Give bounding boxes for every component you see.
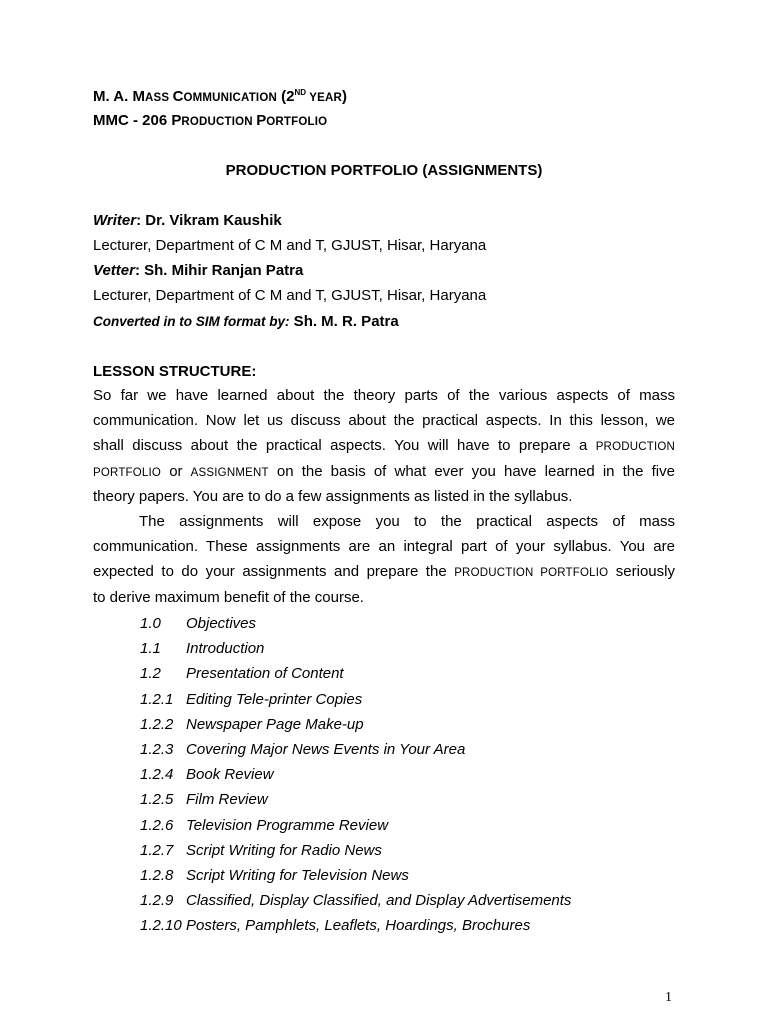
course-title-part: YEAR: [306, 92, 343, 104]
text-run-smallcaps: PRODUCTION: [595, 441, 675, 454]
contents-item-title: Covering Major News Events in Your Area: [186, 741, 466, 758]
ordinal-superscript: ND: [294, 88, 307, 97]
contents-item-title: Script Writing for Television News: [186, 867, 409, 884]
text-run: shall discuss about the practical aspects. You will have to prepare a: [93, 437, 596, 455]
text-run: on the basis of what ever you have learned in the five: [268, 462, 675, 480]
contents-item-title: Classified, Display Classified, and Display Advertisements: [186, 892, 572, 910]
paper-title-part: RODUCTION: [181, 116, 257, 128]
text-run-smallcaps: PRODUCTION PORTFOLIO: [454, 567, 609, 580]
writer-label: Writer: [93, 212, 137, 229]
contents-item-number: 1.2.8: [140, 867, 174, 884]
lesson-structure-heading: LESSON STRUCTURE:: [93, 363, 257, 380]
contents-item-number: 1.2: [140, 665, 161, 683]
text-run-smallcaps: PORTFOLIO: [93, 466, 162, 479]
text-run: expected to do your assignments and prepare the: [93, 563, 455, 581]
converted-label: Converted in to SIM format by:: [93, 314, 290, 329]
contents-item: [140, 691, 362, 709]
paper-code: MMC - 206: [93, 112, 172, 129]
contents-item-number: 1.1: [140, 640, 161, 658]
contents-item-number: 1.2.2: [140, 715, 174, 733]
paragraph-line: [93, 433, 675, 458]
paper-title-part: ORTFOLIO: [266, 116, 328, 128]
course-title-part: M. A. M: [93, 88, 145, 105]
contents-item-number: 1.0: [140, 615, 161, 632]
paragraph-assignments: [93, 509, 675, 610]
paragraph-intro: [93, 383, 675, 509]
paragraph-line: [93, 459, 675, 484]
course-title-part: OMMUNICATION: [183, 92, 277, 104]
text-run-smallcaps: ASSIGNMENT: [190, 466, 269, 479]
contents-item: [140, 766, 274, 784]
contents-item-number: 1.2.5: [140, 791, 174, 809]
course-title-part: C: [172, 88, 184, 105]
contents-item-title: Film Review: [186, 791, 268, 809]
contents-item-title: Presentation of Content: [186, 665, 344, 683]
contents-item-number: 1.2.4: [140, 766, 174, 784]
contents-item-title: Newspaper Page Make-up: [186, 715, 364, 733]
vetter-label: Vetter: [93, 262, 135, 279]
contents-item: [140, 867, 409, 885]
contents-item: [140, 665, 344, 683]
contents-item: [140, 892, 571, 910]
paragraph-line: The assignments will expose you to the practical aspects of mass: [139, 513, 675, 530]
contents-item: [140, 817, 388, 835]
text-run: or: [161, 462, 191, 480]
contents-item-number: 1.2.6: [140, 816, 174, 834]
paper-title: [93, 112, 327, 131]
course-title: [93, 88, 347, 107]
paragraph-line: communication. Now let us discuss about the practical aspects. In this lesson, we: [93, 412, 675, 430]
paragraph-line: to derive maximum benefit of the course.: [93, 588, 364, 606]
contents-item-title: Script Writing for Radio News: [186, 841, 382, 859]
contents-item-number: 1.2.10: [140, 917, 182, 935]
paragraph-line: theory papers. You are to do a few assignments as listed in the syllabus.: [93, 487, 573, 505]
course-title-part: ASS: [144, 92, 173, 104]
page-number: 1: [665, 990, 672, 1005]
course-title-part: (2: [276, 88, 295, 105]
writer-affiliation: Lecturer, Department of C M and T, GJUST, Hisar, Haryana: [93, 237, 487, 254]
contents-item-title: Objectives: [186, 615, 257, 632]
contents-item-number: 1.2.3: [140, 741, 174, 758]
vetter-line: [93, 262, 303, 280]
contents-item: [140, 716, 364, 734]
contents-item: [140, 615, 256, 633]
paper-title-part: P: [171, 112, 182, 129]
converted-name: Sh. M. R. Patra: [289, 313, 399, 330]
converted-line: [93, 313, 399, 331]
paragraph-line: [93, 559, 675, 584]
contents-item-title: Editing Tele-printer Copies: [186, 690, 363, 708]
contents-item: [140, 640, 264, 658]
vetter-affiliation: Lecturer, Department of C M and T, GJUST, Hisar, Haryana: [93, 287, 487, 304]
contents-item-title: Book Review: [186, 766, 274, 784]
text-run: seriously: [608, 563, 675, 581]
course-title-part: ): [342, 88, 348, 105]
contents-item: [140, 791, 268, 809]
document-title: PRODUCTION PORTFOLIO (ASSIGNMENTS): [225, 162, 543, 179]
contents-item-title: Television Programme Review: [186, 816, 389, 834]
paper-title-part: P: [256, 112, 267, 129]
paragraph-line: communication. These assignments are an integral part of your syllabus. You are: [93, 538, 675, 556]
paragraph-line: So far we have learned about the theory parts of the various aspects of mass: [93, 387, 675, 404]
contents-item: [140, 917, 530, 935]
contents-item: [140, 842, 382, 860]
contents-item-number: 1.2.7: [140, 841, 174, 859]
contents-item-number: 1.2.9: [140, 892, 174, 910]
writer-line: [93, 212, 282, 230]
contents-item-title: Introduction: [186, 640, 265, 658]
contents-item-number: 1.2.1: [140, 690, 174, 708]
vetter-name: : Sh. Mihir Ranjan Patra: [134, 262, 304, 279]
contents-item: [140, 741, 465, 759]
writer-name: : Dr. Vikram Kaushik: [136, 212, 282, 229]
contents-item-title: Posters, Pamphlets, Leaflets, Hoardings, Brochures: [186, 917, 531, 935]
